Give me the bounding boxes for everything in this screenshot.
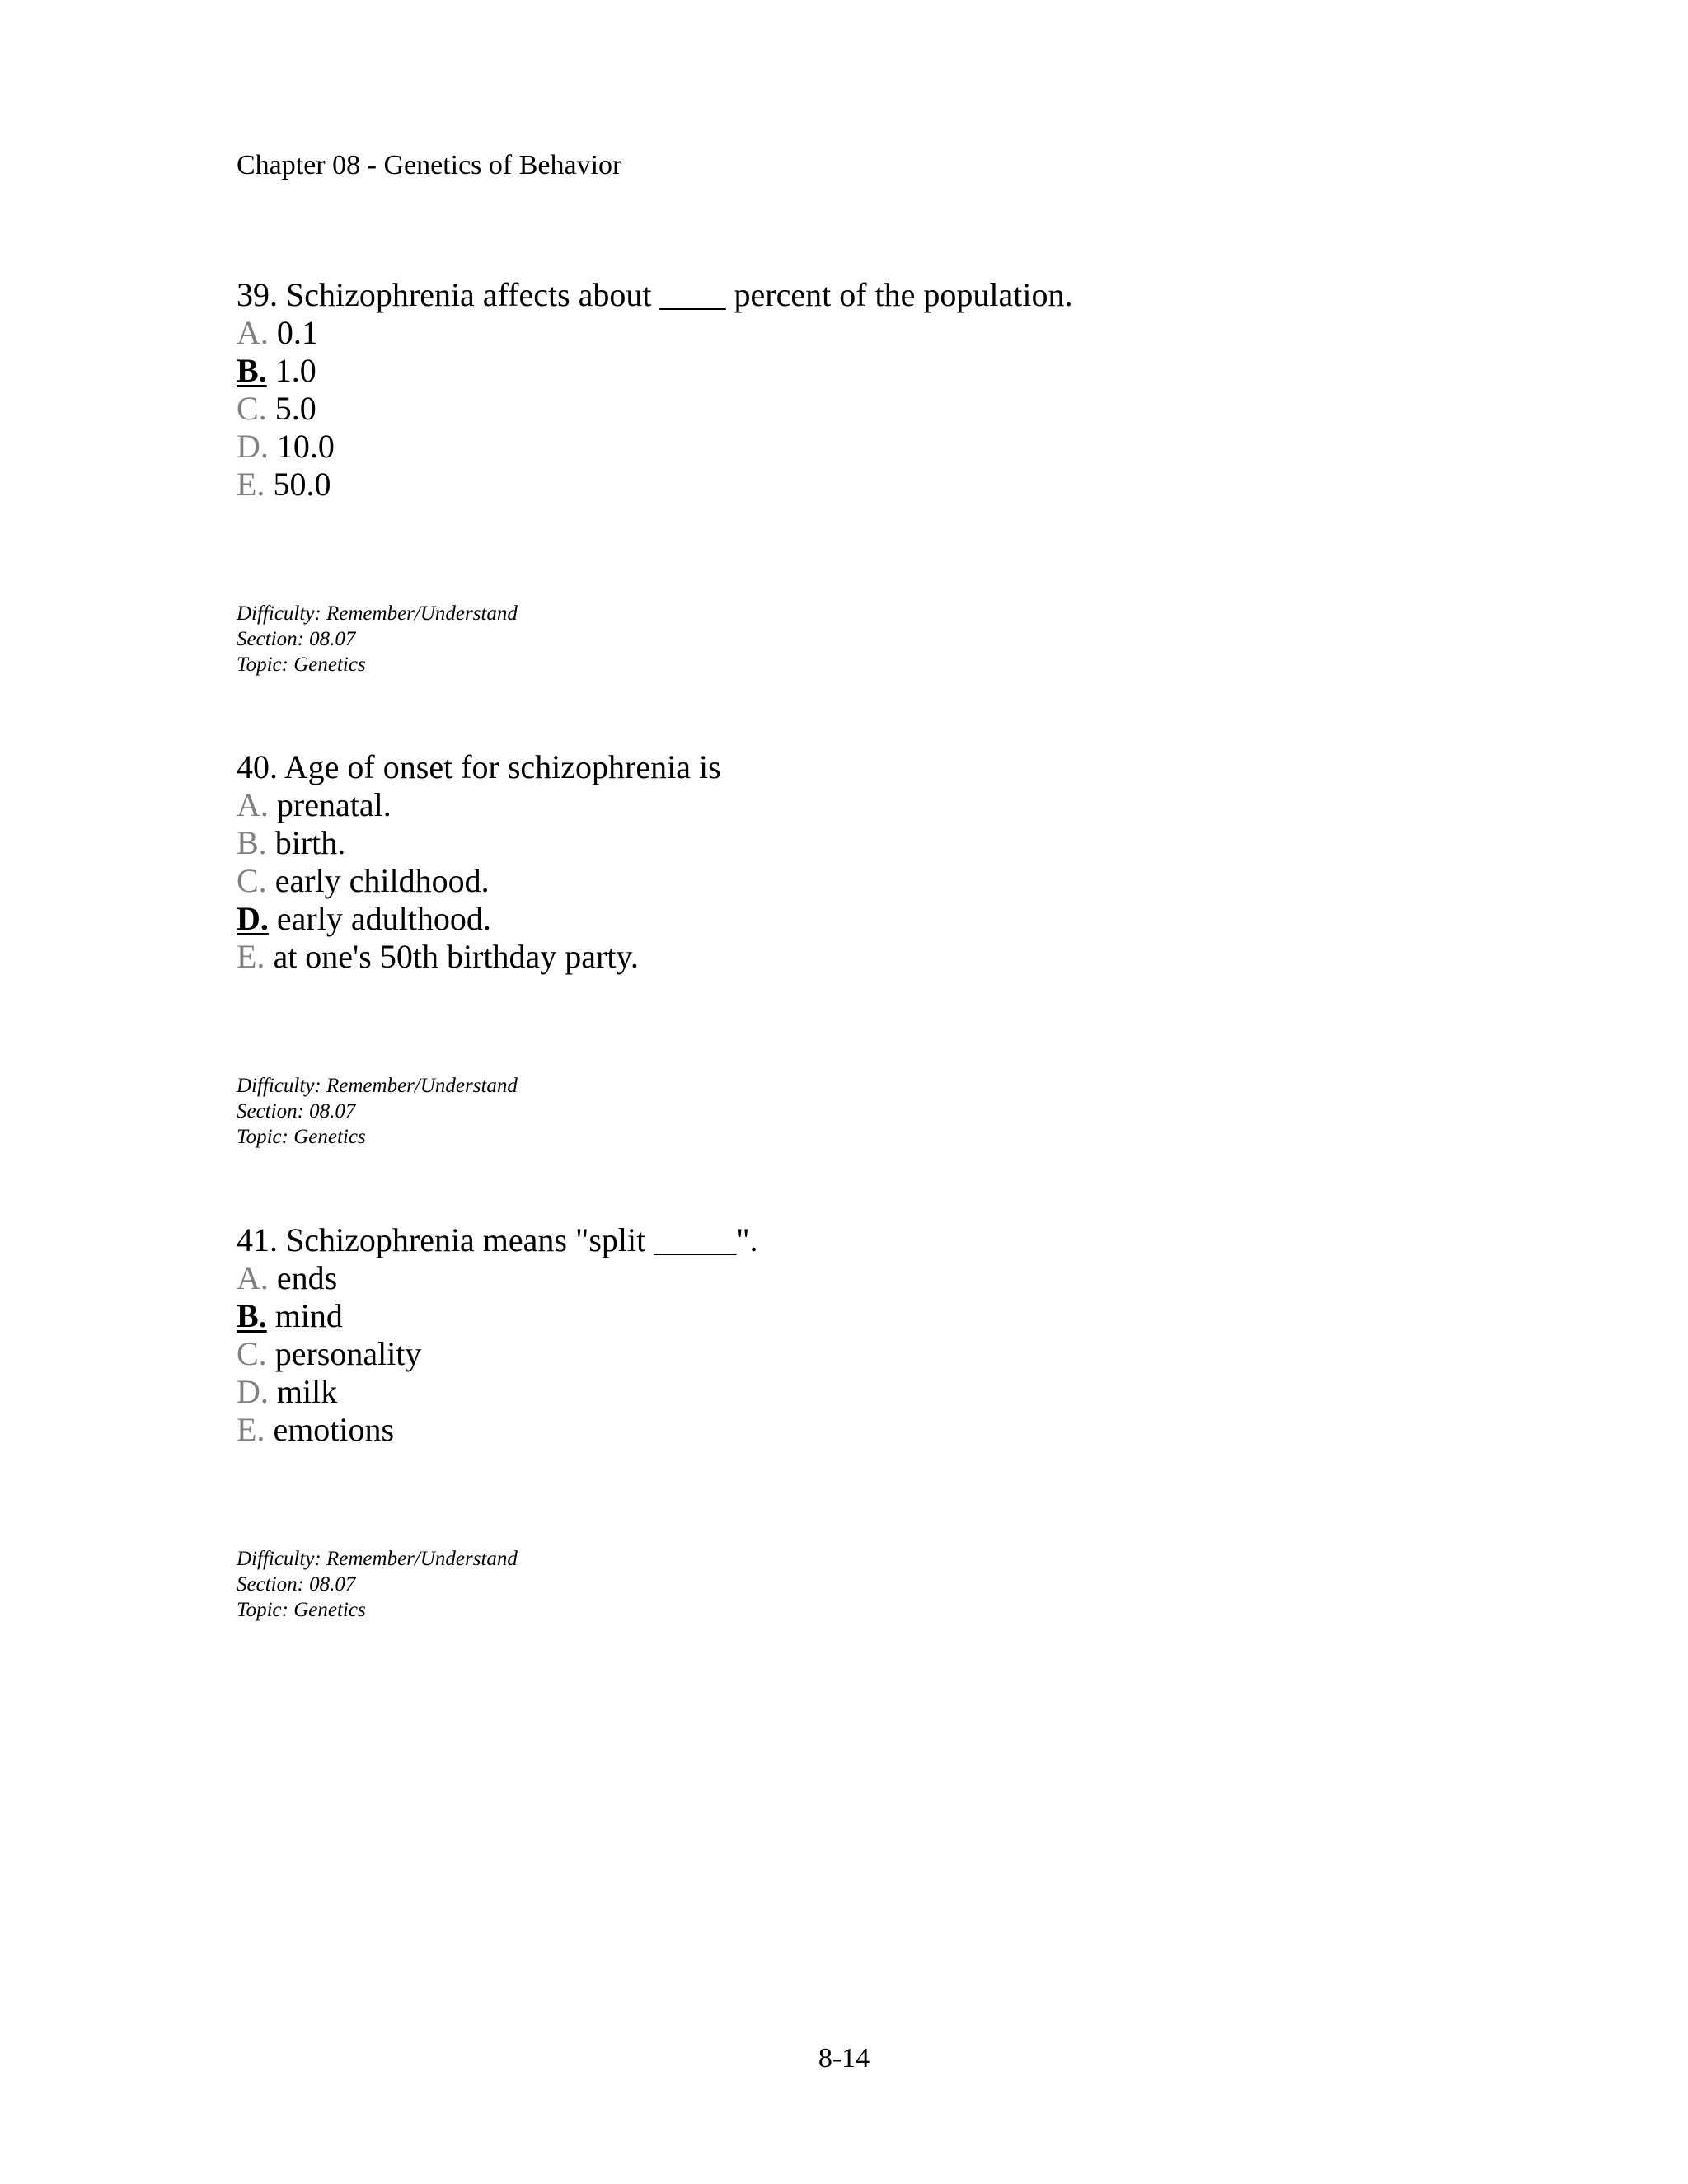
question-text: 40. Age of onset for schizophrenia is xyxy=(237,748,721,785)
answer-options xyxy=(237,314,1473,504)
option-c xyxy=(237,862,1473,900)
option-letter: E. xyxy=(237,938,265,975)
page-number: 8-14 xyxy=(818,2043,870,2074)
option-text: 50.0 xyxy=(273,466,331,503)
option-letter: E. xyxy=(237,466,265,503)
chapter-header: Chapter 08 - Genetics of Behavior xyxy=(237,150,622,180)
option-text: milk xyxy=(276,1373,338,1410)
option-letter: D. xyxy=(237,428,269,465)
difficulty-label: Difficulty: Remember/Understand xyxy=(237,1548,518,1570)
answer-options xyxy=(237,786,1473,976)
option-letter: C. xyxy=(237,390,267,427)
option-d-correct xyxy=(237,900,1473,938)
option-b-correct xyxy=(237,352,1473,390)
option-text: mind xyxy=(274,1297,343,1334)
option-e xyxy=(237,938,1473,976)
option-c xyxy=(237,1335,1473,1373)
section-label: Section: 08.07 xyxy=(237,1573,356,1596)
option-a xyxy=(237,786,1473,824)
question-metadata xyxy=(237,1546,1473,1623)
question-metadata xyxy=(237,1073,1473,1150)
option-letter-correct: B. xyxy=(237,352,267,389)
option-letter: B. xyxy=(237,824,267,861)
option-c xyxy=(237,390,1473,428)
option-text: early adulthood. xyxy=(276,900,491,937)
question-40 xyxy=(237,748,1473,1150)
question-text: 41. Schizophrenia means "split _____". xyxy=(237,1221,758,1258)
option-d xyxy=(237,1373,1473,1411)
option-letter: A. xyxy=(237,786,269,823)
option-text: birth. xyxy=(274,824,346,861)
option-d xyxy=(237,428,1473,466)
option-text: 5.0 xyxy=(274,390,316,427)
question-text: 39. Schizophrenia affects about ____ percent of the population. xyxy=(237,276,1073,313)
option-letter: A. xyxy=(237,1259,269,1296)
option-e xyxy=(237,1411,1473,1449)
option-letter: C. xyxy=(237,862,267,899)
option-text: prenatal. xyxy=(276,786,392,823)
option-text: ends xyxy=(276,1259,338,1296)
option-text: emotions xyxy=(273,1411,395,1448)
option-b-correct xyxy=(237,1297,1473,1335)
option-letter-correct: B. xyxy=(237,1297,267,1334)
answer-options xyxy=(237,1259,1473,1449)
option-text: 0.1 xyxy=(276,314,318,351)
option-b xyxy=(237,824,1473,862)
option-a xyxy=(237,314,1473,352)
question-39 xyxy=(237,276,1473,677)
difficulty-label: Difficulty: Remember/Understand xyxy=(237,602,518,625)
topic-label: Topic: Genetics xyxy=(237,1599,366,1621)
option-letter: E. xyxy=(237,1411,265,1448)
option-text: early childhood. xyxy=(274,862,490,899)
topic-label: Topic: Genetics xyxy=(237,654,366,676)
option-a xyxy=(237,1259,1473,1297)
option-letter-correct: D. xyxy=(237,900,269,937)
option-text: 1.0 xyxy=(274,352,316,389)
section-label: Section: 08.07 xyxy=(237,628,356,650)
option-letter: C. xyxy=(237,1335,267,1372)
option-letter: A. xyxy=(237,314,269,351)
option-letter: D. xyxy=(237,1373,269,1410)
option-e xyxy=(237,466,1473,504)
topic-label: Topic: Genetics xyxy=(237,1126,366,1148)
question-41 xyxy=(237,1221,1473,1623)
question-metadata xyxy=(237,601,1473,677)
option-text: at one's 50th birthday party. xyxy=(273,938,639,975)
section-label: Section: 08.07 xyxy=(237,1100,356,1122)
option-text: 10.0 xyxy=(276,428,335,465)
option-text: personality xyxy=(274,1335,422,1372)
difficulty-label: Difficulty: Remember/Understand xyxy=(237,1075,518,1097)
